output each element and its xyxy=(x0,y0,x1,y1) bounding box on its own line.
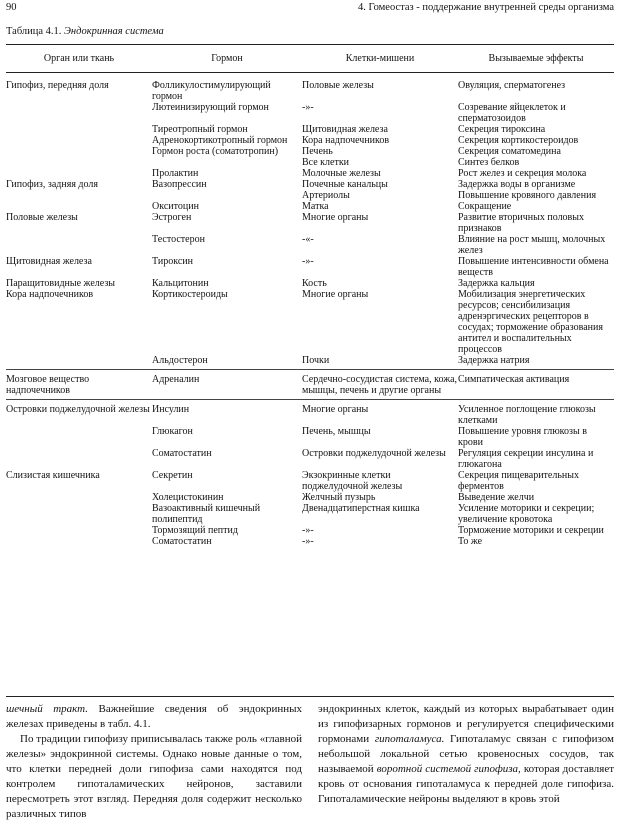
cell-effect: Задержка кальция xyxy=(458,278,535,289)
cell-target: Многие органы xyxy=(302,404,369,415)
table-caption-label: Таблица 4.1. xyxy=(6,26,62,37)
cell-target: Кость xyxy=(302,278,327,289)
running-title: 4. Гомеостаз - поддержание внутренней среды организма xyxy=(357,2,614,13)
cell-target: Почечные канальцы xyxy=(302,179,388,190)
body-italic-term: воротной системой гипофиза, xyxy=(376,763,521,775)
table-header-rule xyxy=(6,72,614,73)
cell-target: Многие органы xyxy=(302,212,369,223)
cell-organ xyxy=(6,157,152,168)
cell-hormone: Соматостатин xyxy=(152,536,212,547)
table-row xyxy=(6,404,614,426)
cell-organ: Слизистая кишечника xyxy=(6,470,100,481)
cell-hormone: Адренокортикотропный гормон xyxy=(152,135,288,146)
cell-effect: Торможение моторики и секреции xyxy=(458,525,604,536)
body-text: Гипоталамус связан с гипофизом небольшой локальной сетью кровеносных сосудов, так называемой xyxy=(318,733,614,775)
table-caption xyxy=(6,26,164,37)
cell-hormone: Адреналин xyxy=(152,374,200,385)
cell-hormone: Кальцитонин xyxy=(152,278,209,289)
endocrine-table xyxy=(6,80,614,547)
cell-target: -«- xyxy=(302,234,314,245)
cell-hormone: Тироксин xyxy=(152,256,193,267)
cell-organ: Половые железы xyxy=(6,212,78,223)
cell-effect: Секреция кортикостероидов xyxy=(458,135,579,146)
body-paragraph xyxy=(318,702,614,807)
table-row xyxy=(6,355,614,366)
cell-organ: Щитовидная железа xyxy=(6,256,92,267)
cell-effect: Синтез белков xyxy=(458,157,520,168)
table-row xyxy=(6,146,614,157)
table-row xyxy=(6,168,614,179)
body-text-right-column xyxy=(318,702,614,807)
cell-hormone: Кортикостероиды xyxy=(152,289,228,300)
cell-organ xyxy=(6,448,152,470)
table-top-rule xyxy=(6,44,614,45)
cell-organ: Мозговое вещество надпочечников xyxy=(6,374,90,396)
cell-target: Островки поджелудочной железы xyxy=(302,448,446,459)
cell-hormone: Тиреотропный гормон xyxy=(152,124,248,135)
cell-hormone: Тестостерон xyxy=(152,234,205,245)
cell-effect: То же xyxy=(458,536,483,547)
table-row xyxy=(6,278,614,289)
cell-target: -»- xyxy=(302,525,314,536)
body-text-left-column xyxy=(6,702,302,822)
body-italic-term: шечный тракт. xyxy=(6,703,88,715)
cell-effect: Повышение интенсивности обмена веществ xyxy=(458,256,609,278)
group-separator-line xyxy=(6,399,614,400)
cell-target: Печень, мышцы xyxy=(302,426,371,437)
cell-organ: Кора надпочечников xyxy=(6,289,94,300)
cell-target: Почки xyxy=(302,355,330,366)
table-bottom-rule xyxy=(6,696,614,697)
cell-effect: Влияние на рост мышц, молочных желез xyxy=(458,234,606,256)
cell-hormone: Лютеинизирующий гормон xyxy=(152,102,269,113)
column-header-organ: Орган или ткань xyxy=(43,53,115,64)
cell-hormone: Глюкагон xyxy=(152,426,193,437)
cell-organ xyxy=(6,355,152,366)
table-row xyxy=(6,212,614,234)
cell-effect: Сокращение xyxy=(458,201,512,212)
table-row xyxy=(6,503,614,525)
cell-target: Щитовидная железа xyxy=(302,124,388,135)
cell-target: Экзокринные клетки поджелудочной железы xyxy=(302,470,403,492)
table-row xyxy=(6,289,614,355)
cell-organ xyxy=(6,168,152,179)
page-number: 90 xyxy=(6,2,17,13)
cell-hormone: Вазоактивный кишечный полипептид xyxy=(152,503,261,525)
table-row xyxy=(6,536,614,547)
cell-hormone xyxy=(152,157,302,168)
table-row xyxy=(6,492,614,503)
cell-target: Половые железы xyxy=(302,80,374,91)
body-text: которая доставляет кровь от основания гипоталамуса к передней доле гипофиза. Гипоталамические нейроны выделяют в кровь этой xyxy=(318,763,615,805)
cell-hormone: Пролактин xyxy=(152,168,199,179)
cell-organ xyxy=(6,525,152,536)
cell-hormone: Холецистокинин xyxy=(152,492,224,503)
body-italic-term: гипоталамуса. xyxy=(374,733,445,745)
cell-hormone: Инсулин xyxy=(152,404,190,415)
cell-target: -»- xyxy=(302,256,314,267)
cell-organ: Островки поджелудочной железы xyxy=(6,404,150,415)
group-separator-cell xyxy=(6,396,614,404)
cell-organ xyxy=(6,234,152,256)
cell-effect: Рост желез и секреция молока xyxy=(458,168,587,179)
column-header-hormone: Гормон xyxy=(211,53,243,64)
body-text: Важнейшие сведения об эндокринных железах приведены в табл. 4.1. xyxy=(6,703,302,730)
cell-effect: Задержка натрия xyxy=(458,355,530,366)
cell-effect: Мобилизация энергетических ресурсов; сенсибилизация адренэргических рецепторов в сосудах; торможение образования антител и воспалительных процессов xyxy=(458,289,603,355)
group-separator xyxy=(6,366,614,374)
table-row xyxy=(6,135,614,146)
cell-organ xyxy=(6,492,152,503)
cell-target: Матка xyxy=(302,201,329,212)
cell-hormone xyxy=(152,190,302,201)
cell-organ xyxy=(6,124,152,135)
cell-hormone: Окситоцин xyxy=(152,201,199,212)
table-row xyxy=(6,201,614,212)
body-text: эндокринных клеток, каждый из которых вырабатывает один из гипофизарных гормонов и регулируется специфическими гормонами xyxy=(318,703,614,745)
table-row xyxy=(6,426,614,448)
table-row xyxy=(6,256,614,278)
cell-organ xyxy=(6,135,152,146)
table-row xyxy=(6,80,614,102)
cell-effect: Усиление моторики и секреции; увеличение кровотока xyxy=(458,503,595,525)
cell-target: -»- xyxy=(302,536,314,547)
cell-effect: Секреция тироксина xyxy=(458,124,546,135)
cell-organ: Паращитовидные железы xyxy=(6,278,115,289)
cell-organ xyxy=(6,201,152,212)
table-row xyxy=(6,525,614,536)
cell-organ xyxy=(6,426,152,448)
table-row xyxy=(6,124,614,135)
cell-organ xyxy=(6,102,152,124)
cell-effect: Созревание яйцеклеток и сперматозоидов xyxy=(458,102,566,124)
cell-effect: Развитие вторичных половых признаков xyxy=(458,212,584,234)
cell-hormone: Вазопрессин xyxy=(152,179,207,190)
cell-target: Молочные железы xyxy=(302,168,381,179)
table-row xyxy=(6,448,614,470)
cell-hormone: Фолликулостимулирующий гормон xyxy=(152,80,271,102)
cell-target: Печень xyxy=(302,146,333,157)
cell-effect: Повышение уровня глюкозы в крови xyxy=(458,426,587,448)
cell-hormone: Альдостерон xyxy=(152,355,208,366)
cell-effect: Овуляция, сперматогенез xyxy=(458,80,566,91)
page-header xyxy=(6,0,614,16)
table-row xyxy=(6,234,614,256)
cell-effect: Регуляция секреции инсулина и глюкагона xyxy=(458,448,594,470)
group-separator-line xyxy=(6,369,614,370)
cell-effect: Повышение кровяного давления xyxy=(458,190,597,201)
cell-organ xyxy=(6,536,152,547)
cell-effect: Усиленное поглощение глюкозы клетками xyxy=(458,404,596,426)
cell-organ: Гипофиз, передняя доля xyxy=(6,80,109,91)
cell-target: Кора надпочечников xyxy=(302,135,390,146)
table-row xyxy=(6,179,614,190)
table-row xyxy=(6,374,614,396)
cell-organ xyxy=(6,503,152,525)
cell-target: Многие органы xyxy=(302,289,369,300)
table-caption-title: Эндокринная система xyxy=(64,26,164,37)
table-row xyxy=(6,102,614,124)
endocrine-table-body xyxy=(6,80,614,547)
cell-organ: Гипофиз, задняя доля xyxy=(6,179,98,190)
column-header-effects: Вызываемые эффекты xyxy=(488,53,584,64)
table-row xyxy=(6,190,614,201)
cell-target: Сердечно-сосудистая система, кожа, мышцы, печень и другие органы xyxy=(302,374,458,396)
cell-effect: Секреция пищеварительных ферментов xyxy=(458,470,579,492)
cell-effect: Выведение желчи xyxy=(458,492,535,503)
cell-effect: Секреция соматомедина xyxy=(458,146,561,157)
cell-target: -»- xyxy=(302,102,314,113)
cell-target: Желчный пузырь xyxy=(302,492,376,503)
cell-effect: Симпатическая активация xyxy=(458,374,570,385)
cell-target: Двенадцатиперстная кишка xyxy=(302,503,420,514)
table-row xyxy=(6,157,614,168)
table-row xyxy=(6,470,614,492)
group-separator xyxy=(6,396,614,404)
cell-organ xyxy=(6,190,152,201)
cell-target: Артериолы xyxy=(302,190,350,201)
body-paragraph xyxy=(6,702,302,732)
cell-hormone: Секретин xyxy=(152,470,193,481)
cell-hormone: Соматостатин xyxy=(152,448,212,459)
body-paragraph: По традиции гипофизу приписывалась также роль «главной железы» эндокринной системы. Однако новые данные о том, что клетки передней доли гипофиза сами находятся под контролем гипоталамических нейронов, заставили пересмотреть этот взгляд. Передняя доля содержит несколько различных типов xyxy=(6,733,302,820)
cell-organ xyxy=(6,146,152,157)
cell-hormone: Эстроген xyxy=(152,212,192,223)
group-separator-cell xyxy=(6,366,614,374)
cell-hormone: Тормозящий пептид xyxy=(152,525,238,536)
cell-target: Все клетки xyxy=(302,157,350,168)
cell-hormone: Гормон роста (соматотропин) xyxy=(152,146,279,157)
cell-effect: Задержка воды в организме xyxy=(458,179,576,190)
column-header-target-cells: Клетки-мишени xyxy=(345,53,415,64)
